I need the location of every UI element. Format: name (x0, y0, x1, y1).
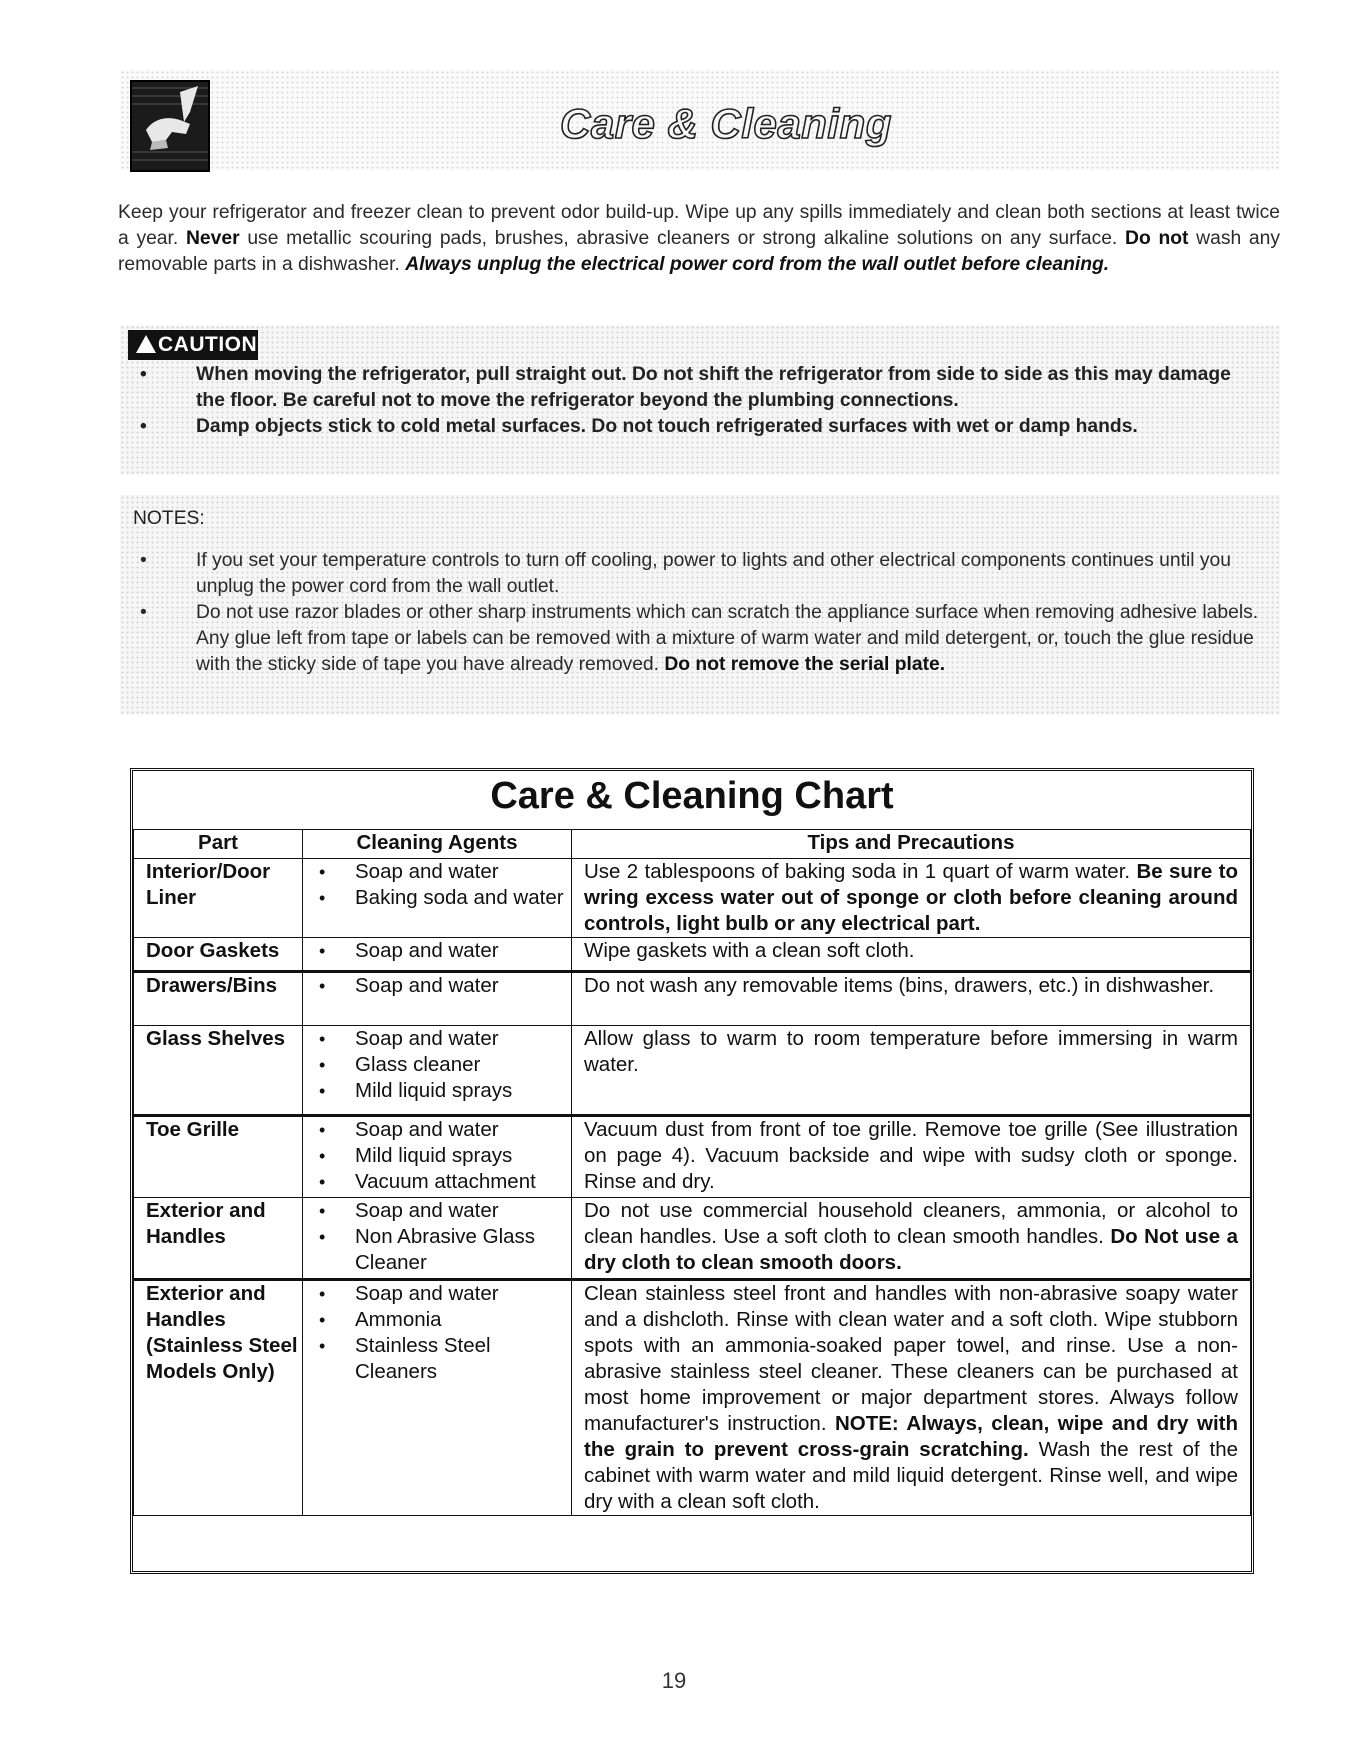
tips-text: Do not use commercial household cleaners, ammonia, or alcohol to clean handles. Use a soft cloth to clean smooth handles. (584, 1199, 1238, 1248)
tips-cell (572, 1280, 1251, 1516)
part-cell: Glass Shelves (134, 1026, 303, 1116)
agent-item: • Soap and water (303, 938, 571, 964)
tips-cell: Vacuum dust from front of toe grille. Remove toe grille (See illustration on page 4). Vacuum backside and wipe with sudsy cloth or sponge. Rinse and dry. (572, 1116, 1251, 1198)
intro-warning: Always unplug the electrical power cord from the wall outlet before cleaning. (405, 254, 1110, 275)
caution-list (140, 362, 1260, 440)
note-text: If you set your temperature controls to turn off cooling, power to lights and other electrical components continues until you unplug the power cord from the wall outlet. (196, 550, 1231, 597)
tips-cell: Wipe gaskets with a clean soft cloth. (572, 938, 1251, 972)
intro-text-1: Keep your refrigerator and freezer clean to prevent odor build-up. Wipe up any spills immediately and clean both sections at least twice a year. (118, 202, 1280, 249)
agent-item: • Soap and water (303, 1198, 571, 1224)
agent-item: • Ammonia (303, 1307, 571, 1333)
agent-item: • Soap and water (303, 973, 571, 999)
column-header-agents: Cleaning Agents (303, 830, 572, 859)
table-header-row (134, 830, 1251, 859)
part-cell: Exterior and Handles (134, 1198, 303, 1280)
table-row (134, 938, 1251, 972)
tips-text: Clean stainless steel front and handles with non-abrasive soapy water and a dishcloth. Rinse with clean water and a soft cloth. Wipe stubborn spots with an ammonia-soaked paper towel, and rinse. Use a non-abrasive stainless steel cleaner. These cleaners can be purchased at most home improvement or major department stores. Always follow manufacturer's instruction. (584, 1282, 1238, 1435)
page-title: Care & Cleaning (560, 100, 892, 147)
table-row (134, 1116, 1251, 1198)
agents-cell (303, 1116, 572, 1198)
chart-title: Care & Cleaning Chart (490, 775, 894, 817)
notes-title: NOTES: (133, 508, 205, 529)
part-cell: Drawers/Bins (134, 972, 303, 1026)
tips-cell: Do not wash any removable items (bins, drawers, etc.) in dishwasher. (572, 972, 1251, 1026)
agent-item: • Soap and water (303, 1026, 571, 1052)
intro-text-3: wash any removable parts in a dishwasher. (118, 228, 1280, 275)
agent-item: • Soap and water (303, 859, 571, 885)
tips-bold-text: NOTE: Always, clean, wipe and dry with the grain to prevent cross-grain scratching. (584, 1412, 1238, 1461)
tips-text: Wash the rest of the cabinet with warm water and mild liquid detergent. Rinse well, and wipe dry with a clean soft cloth. (584, 1438, 1238, 1513)
caution-badge (128, 330, 258, 360)
tips-bold-text: Be sure to wring excess water out of sponge or cloth before cleaning around controls, light bulb or any electrical part. (584, 860, 1238, 935)
agent-item: • Non Abrasive Glass Cleaner (303, 1224, 571, 1276)
tips-text: Use 2 tablespoons of baking soda in 1 quart of warm water. (584, 860, 1131, 883)
note-text: Do not use razor blades or other sharp instruments which can scratch the appliance surface when removing adhesive labels. Any glue left from tape or labels can be removed with a mixture of warm water and mild detergent, or, touch the glue residue with the sticky side of tape you have already removed. (196, 602, 1259, 675)
note-item (140, 600, 1260, 678)
agents-cell (303, 1198, 572, 1280)
table-row (134, 859, 1251, 938)
agent-item: • Mild liquid sprays (303, 1143, 571, 1169)
tips-bold-text: Do Not use a dry cloth to clean smooth doors. (584, 1225, 1239, 1274)
agent-item: • Mild liquid sprays (303, 1078, 571, 1104)
agents-cell (303, 972, 572, 1026)
part-cell: Interior/Door Liner (134, 859, 303, 938)
notes-list (140, 548, 1260, 678)
tips-cell (572, 859, 1251, 938)
warning-triangle-icon (136, 335, 156, 353)
note-bold-text: Do not remove the serial plate. (664, 654, 946, 675)
caution-item: • Damp objects stick to cold metal surfaces. Do not touch refrigerated surfaces with wet or damp hands. (140, 414, 1260, 440)
part-cell: Door Gaskets (134, 938, 303, 972)
table-row (134, 1026, 1251, 1116)
agents-cell (303, 859, 572, 938)
agent-item: • Stainless Steel Cleaners (303, 1333, 571, 1385)
intro-paragraph (118, 200, 1280, 278)
agent-item: • Vacuum attachment (303, 1169, 571, 1195)
caution-label: CAUTION (158, 333, 258, 356)
tips-cell: Allow glass to warm to room temperature before immersing in warm water. (572, 1026, 1251, 1116)
agent-item: • Glass cleaner (303, 1052, 571, 1078)
intro-do-not: Do not (1125, 228, 1189, 249)
table-row (134, 1280, 1251, 1516)
part-cell: Toe Grille (134, 1116, 303, 1198)
intro-never: Never (185, 228, 240, 249)
table-row (134, 972, 1251, 1026)
agents-cell (303, 1026, 572, 1116)
note-item (140, 548, 1260, 600)
agent-item: • Soap and water (303, 1281, 571, 1307)
page-number: 19 (661, 1668, 687, 1693)
part-cell: Exterior and Handles (Stainless Steel Models Only) (134, 1280, 303, 1516)
column-header-tips: Tips and Precautions (572, 830, 1251, 859)
agents-cell (303, 1280, 572, 1516)
agents-cell (303, 938, 572, 972)
agent-item: • Soap and water (303, 1117, 571, 1143)
table-row (134, 1198, 1251, 1280)
cleaning-hand-icon (130, 80, 210, 172)
intro-text-2: use metallic scouring pads, brushes, abrasive cleaners or strong alkaline solutions on any surface. (247, 228, 1118, 249)
tips-cell (572, 1198, 1251, 1280)
caution-item: • When moving the refrigerator, pull straight out. Do not shift the refrigerator from side to side as this may damage the floor. Be careful not to move the refrigerator beyond the plumbing connections. (140, 362, 1260, 414)
column-header-part: Part (134, 830, 303, 859)
care-cleaning-table (133, 829, 1251, 1516)
agent-item: • Baking soda and water (303, 885, 571, 911)
